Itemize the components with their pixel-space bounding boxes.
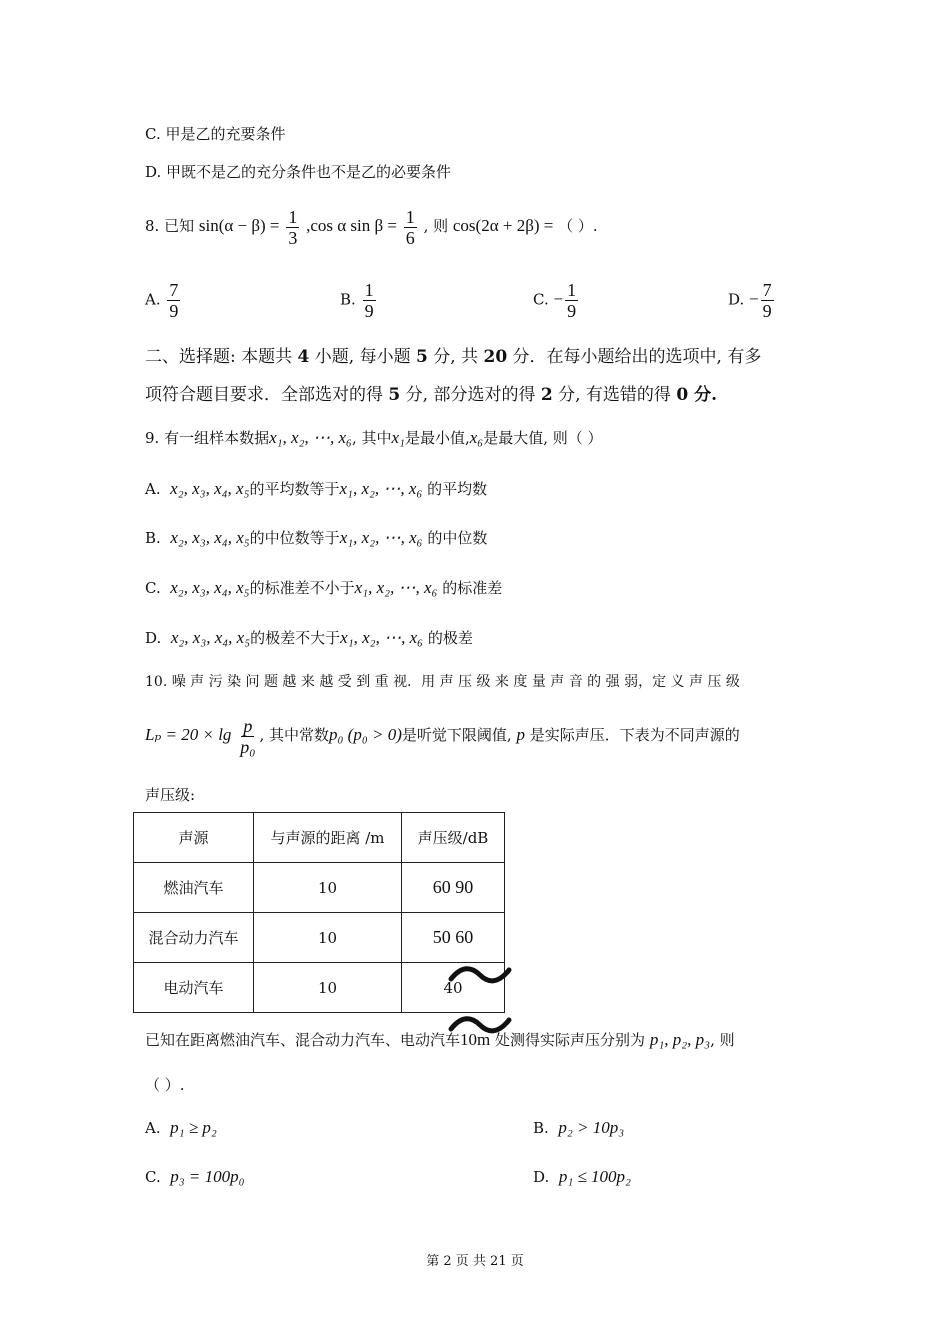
table-row: [134, 863, 505, 913]
table-row: [134, 913, 505, 963]
tilde-mark-icon: [448, 964, 512, 986]
q9-option-b: B. x₂, x₃, x₄, x₅的中位数等于x₁, x₂, ⋯, x₆ 的中位数: [145, 528, 488, 547]
q8-sin-expr: sin(α − β) =: [198, 216, 280, 235]
q10-stem-line1: 10. 噪 声 污 染 问 题 越 来 越 受 到 重 视．用 声 压 级 来 度 量 声 音 的 强 弱，定 义 声 压 级: [145, 674, 740, 690]
q10-option-a: A. p₁ ≥ p₂: [145, 1118, 217, 1137]
table-cell: 电动汽车: [134, 963, 254, 1013]
q8-option-a: A. $\frac{7}{9}$: [145, 280, 179, 321]
q9-option-c: C. x₂, x₃, x₄, x₅的标准差不小于x₁, x₂, ⋯, x₆ 的标准差: [145, 578, 503, 597]
q8-prefix: 8. 已知: [145, 217, 195, 235]
q8-option-c: C. − $\frac{1}{9}$: [533, 280, 577, 321]
q7-option-c: C. 甲是乙的充要条件: [145, 125, 286, 143]
q10-formula-frac: $\frac{p}{\text{p₀}}$: [240, 715, 256, 757]
table-header-cell: 与声源的距离 /m: [254, 813, 402, 863]
q9-option-d: D. x₂, x₃, x₄, x₅的极差不大于x₁, x₂, ⋯, x₆ 的极差: [145, 628, 473, 647]
table-header-cell: 声压级/dB: [402, 813, 505, 863]
q10-after-table: 已知在距离燃油汽车、混合动力汽车、电动汽车10m 处测得实际声压分别为 p₁, p₂, p₃, 则: [145, 1030, 735, 1049]
table-cell: 50 60: [402, 913, 505, 963]
q10-stem-line2: Lₚ = 20 × lg $\frac{p}{\text{p₀}}$ , 其中常数p₀ (p₀ > 0)是听觉下限阈值, p 是实际声压．下表为不同声源的: [145, 715, 740, 757]
table-cell: 40: [402, 963, 505, 1013]
q10-paren: （ ）.: [145, 1076, 185, 1094]
q8-frac-2: $\frac{1}{6}$: [405, 206, 415, 248]
section2-line2: 项符合题目要求．全部选对的得 5 分, 部分选对的得 2 分, 有选错的得 0 分.: [145, 385, 718, 405]
q8-option-b: B. $\frac{1}{9}$: [340, 280, 374, 321]
table-cell: 10: [254, 863, 402, 913]
q8-option-d: D. − $\frac{7}{9}$: [728, 280, 772, 321]
q8-frac-1: $\frac{1}{3}$: [288, 206, 298, 248]
q10-option-c: C. p₃ = 100p₀: [145, 1167, 245, 1186]
q8-stem: [145, 205, 598, 247]
q10-stem-line3: 声压级:: [145, 786, 196, 804]
table-cell: 燃油汽车: [134, 863, 254, 913]
table-cell: 10: [254, 913, 402, 963]
q10-option-b: B. p₂ > 10p₃: [533, 1118, 625, 1137]
q8-mid-expr: ,cos α sin β =: [306, 216, 397, 235]
q9-option-a: A. x₂, x₃, x₄, x₅的平均数等于x₁, x₂, ⋯, x₆ 的平均数: [145, 479, 488, 498]
table-cell: 10: [254, 963, 402, 1013]
table-header-row: [134, 813, 505, 863]
page-footer: 第 2 页 共 21 页: [426, 1254, 524, 1269]
q8-cos-expr: cos(2α + 2β) =: [452, 216, 554, 235]
q10-formula-lhs: Lₚ = 20 × lg: [145, 725, 232, 744]
q9-stem: 9. 有一组样本数据x₁, x₂, ⋯, x₆, 其中x₁是最小值,x₆是最大值, 则（ ）: [145, 428, 603, 447]
q8-then: , 则: [423, 217, 449, 235]
table-cell: 混合动力汽车: [134, 913, 254, 963]
section2-line1: 二、选择题: 本题共 4 小题, 每小题 5 分, 共 20 分．在每小题给出的选项中, 有多: [145, 347, 762, 367]
table-header-cell: 声源: [134, 813, 254, 863]
q10-option-d: D. p₁ ≤ 100p₂: [533, 1167, 631, 1186]
q7-option-d: D. 甲既不是乙的充分条件也不是乙的必要条件: [145, 163, 452, 181]
table-cell: 60 90: [402, 863, 505, 913]
q8-paren: （ ）.: [558, 217, 598, 235]
